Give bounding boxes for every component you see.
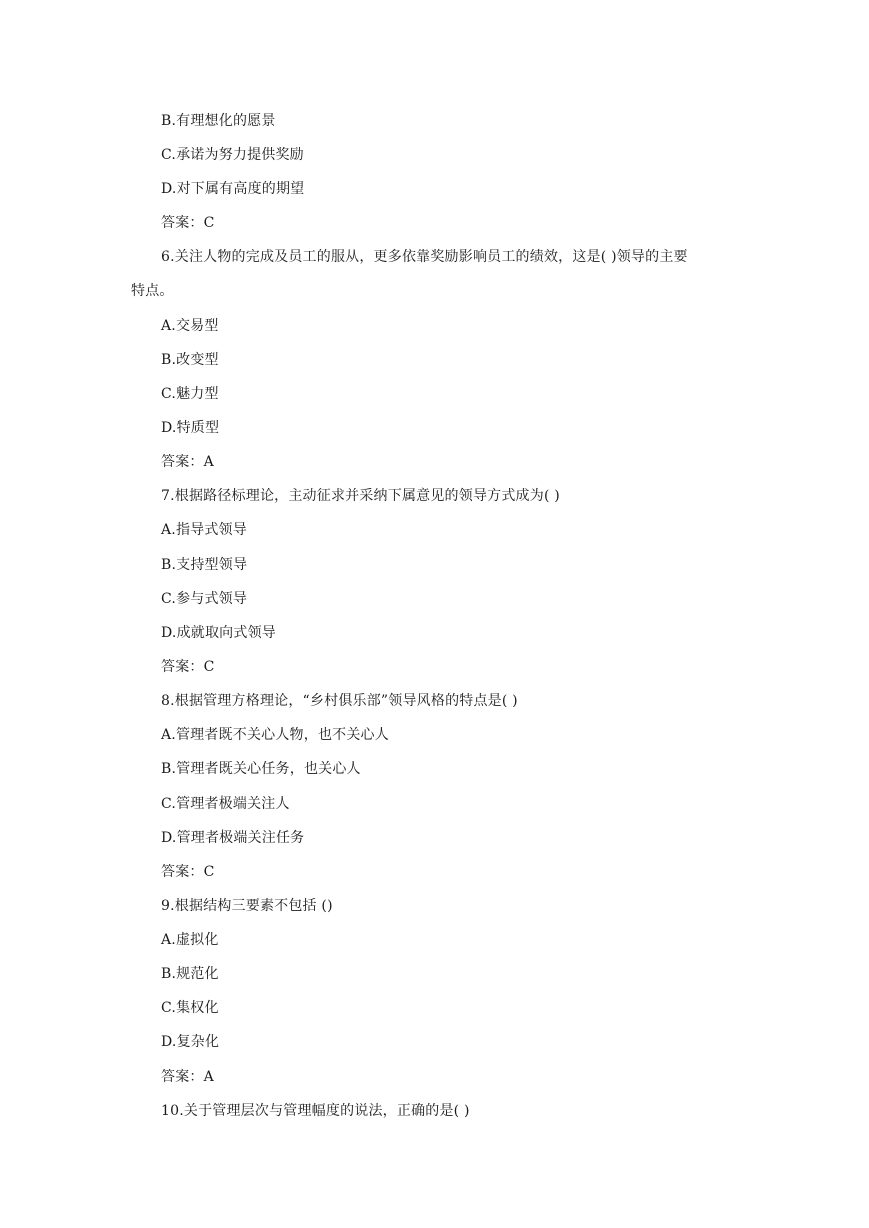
q9-option-a: A.虚拟化 (161, 932, 219, 948)
q10-stem: 10.关于管理层次与管理幅度的说法，正确的是( ) (161, 1103, 470, 1119)
q9-option-c: C.集权化 (161, 1000, 219, 1016)
q7-answer: 答案：C (161, 659, 215, 675)
q7-stem: 7.根据路径标理论，主动征求并采纳下属意见的领导方式成为( ) (161, 488, 560, 504)
q6-answer: 答案：A (161, 454, 214, 470)
q6-option-a: A.交易型 (161, 318, 219, 334)
q8-stem: 8.根据管理方格理论，“乡村俱乐部”领导风格的特点是( ) (161, 693, 518, 709)
q9-stem: 9.根据结构三要素不包括 () (161, 898, 333, 914)
q8-option-c: C.管理者极端关注人 (161, 796, 290, 812)
q8-answer: 答案：C (161, 864, 215, 880)
q9-answer: 答案：A (161, 1069, 214, 1085)
q6-stem-continuation: 特点。 (131, 283, 174, 299)
q9-option-d: D.复杂化 (161, 1034, 220, 1050)
q7-option-d: D.成就取向式领导 (161, 625, 276, 641)
q6-option-d: D.特质型 (161, 420, 220, 436)
q8-option-d: D.管理者极端关注任务 (161, 830, 305, 846)
q5-option-b: B.有理想化的愿景 (161, 113, 276, 129)
q7-option-a: A.指导式领导 (161, 522, 247, 538)
q6-option-b: B.改变型 (161, 352, 219, 368)
q6-stem: 6.关注人物的完成及员工的服从，更多依靠奖励影响员工的绩效，这是( )领导的主要 (161, 249, 688, 265)
q8-option-b: B.管理者既关心任务，也关心人 (161, 761, 361, 777)
q7-option-c: C.参与式领导 (161, 591, 248, 607)
q6-option-c: C.魅力型 (161, 386, 219, 402)
q9-option-b: B.规范化 (161, 966, 219, 982)
q5-option-d: D.对下属有高度的期望 (161, 181, 305, 197)
q7-option-b: B.支持型领导 (161, 557, 248, 573)
q8-option-a: A.管理者既不关心人物，也不关心人 (161, 727, 389, 743)
q5-option-c: C.承诺为努力提供奖励 (161, 147, 304, 163)
q5-answer: 答案：C (161, 215, 215, 231)
